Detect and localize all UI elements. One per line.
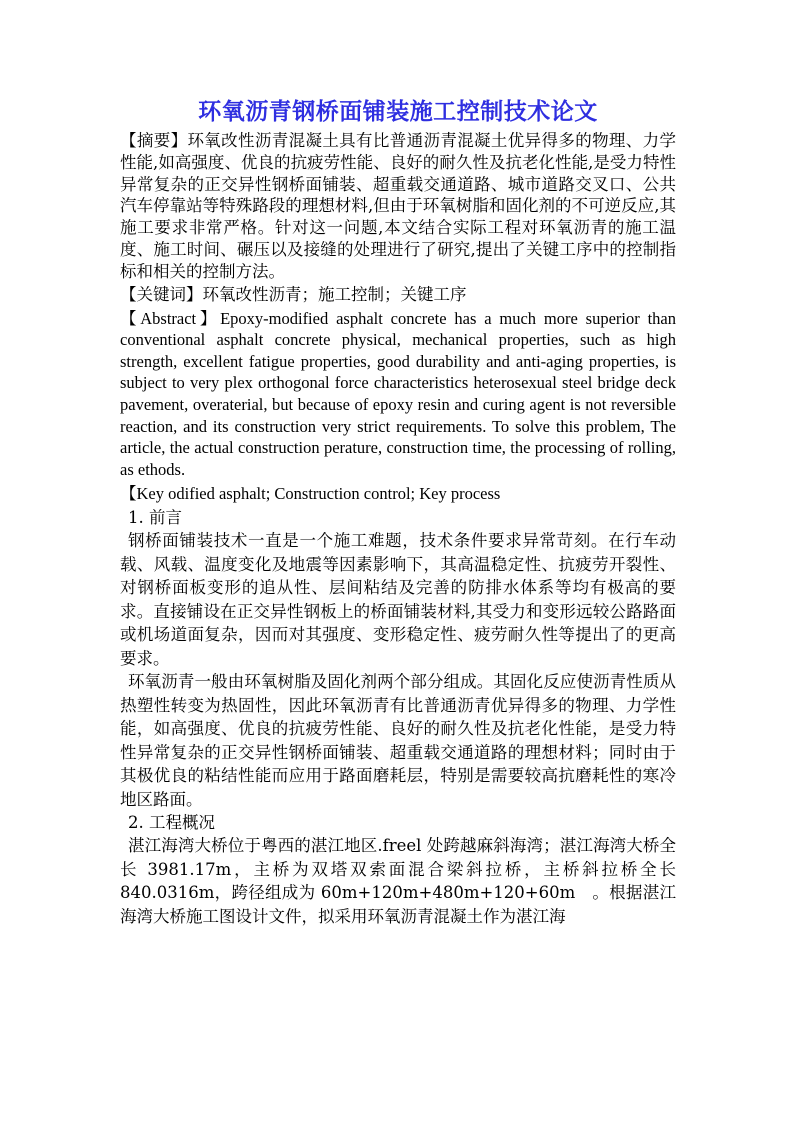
page-title: 环氧沥青钢桥面铺装施工控制技术论文 — [198, 98, 598, 125]
section-1-paragraph-2: 环氧沥青一般由环氧树脂及固化剂两个部分组成。其固化反应使沥青性质从热塑性转变为热固性，因此环氧沥青有比普通沥青优异得多的物理、力学性能，如高强度、优良的抗疲劳性能、良好的耐久性及抗老化性能，是受力特性异常复杂的正交异性钢桥面铺装、超重载交通道路的理想材料；同时由于其极优良的粘结性能而应用于路面磨耗层，特别是需要较高抗磨耗性的寒冷地区路面。 — [120, 672, 676, 809]
section-1-heading: 1. 前言 — [128, 508, 182, 528]
abstract-en: 【Abstract】Epoxy-modified asphalt concrete has a much more superior than conventional asphalt concrete physical, mechanical properties, such as high strength, excellent fatigue properties, good durability and anti-aging properties, is subject to very plex orthogonal force characteristics heterosexual steel bridge deck pavement, overaterial, but because of epoxy resin and curing agent is not reversible reaction, and its construction very strict requirements. To solve this problem, The article, the actual construction perature, construction time, the processing of rolling, as ethods. — [120, 308, 676, 479]
document-page — [120, 96, 676, 928]
keywords-en: 【Key odified asphalt; Construction control; Key process — [120, 484, 501, 504]
section-1-paragraph-1: 钢桥面铺装技术一直是一个施工难题，技术条件要求异常苛刻。在行车动载、风载、温度变化及地震等因素影响下，其高温稳定性、抗疲劳开裂性、对钢桥面板变形的追从性、层间粘结及完善的防排水体系等均有极高的要求。直接铺设在正交异性钢板上的桥面铺装材料,其受力和变形远较公路路面或机场道面复杂，因而对其强度、变形稳定性、疲劳耐久性等提出了的更高要求。 — [120, 531, 676, 668]
section-2-paragraph-1: 湛江海湾大桥位于粤西的湛江地区.freel 处跨越麻斜海湾；湛江海湾大桥全长 3981.17m，主桥为双塔双索面混合梁斜拉桥，主桥斜拉桥全长 840.0316m，跨径组成为 60m+120m+480m+120+60m 。根据湛江海湾大桥施工图设计文件，拟采用环氧沥青混凝土作为湛江海 — [120, 836, 676, 926]
abstract-cn: 【摘要】环氧改性沥青混凝土具有比普通沥青混凝土优异得多的物理、力学性能,如高强度、优良的抗疲劳性能、良好的耐久性及抗老化性能,是受力特性异常复杂的正交异性钢桥面铺装、超重载交通道路、城市道路交叉口、公共汽车停靠站等特殊路段的理想材料,但由于环氧树脂和固化剂的不可逆反应,其施工要求非常严格。针对这一问题,本文结合实际工程对环氧沥青的施工温度、施工时间、碾压以及接缝的处理进行了研究,提出了关键工序中的控制指标和相关的控制方法。 — [120, 131, 676, 281]
section-2-heading: 2. 工程概况 — [128, 813, 215, 833]
keywords-cn: 【关键词】环氧改性沥青；施工控制；关键工序 — [120, 284, 467, 304]
